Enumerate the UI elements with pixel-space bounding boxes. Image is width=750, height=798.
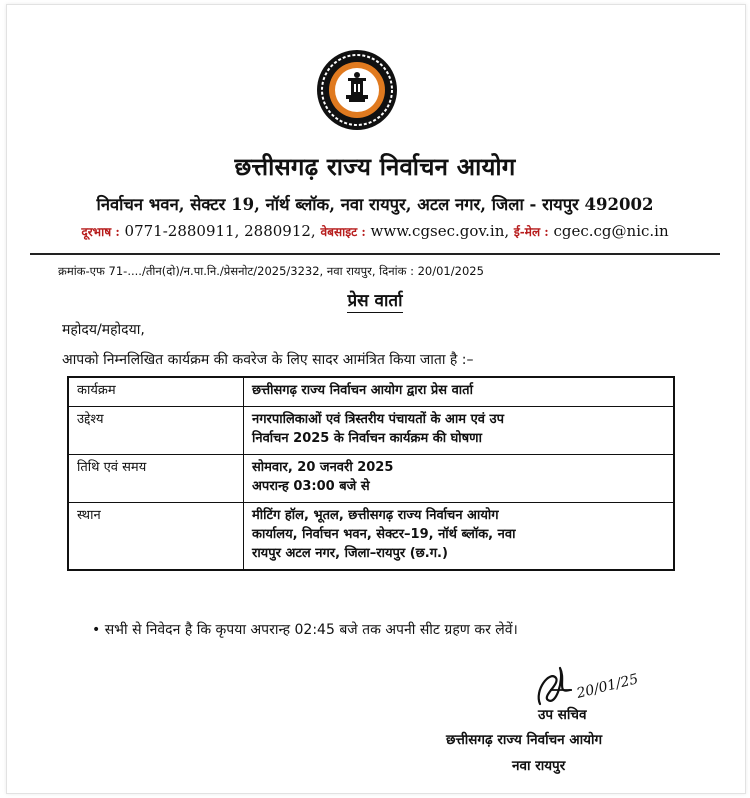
row-value-line: नगरपालिकाओं एवं त्रिस्तरीय पंचायतों के आम एवं उप [252,412,505,427]
signature-date: 20/01/25 [575,671,640,702]
row-value-line: रायपुर अटल नगर, जिला–रायपुर (छ.ग.) [252,546,448,561]
row-key: तिथि एवं समय [68,455,244,503]
row-value-line: अपरान्ह 03:00 बजे से [252,479,370,494]
contact-line [0,222,750,240]
row-value [244,407,675,455]
row-key: कार्यक्रम [68,377,244,407]
salutation: महोदय/महोदया, [62,322,145,338]
title-text: प्रेस वार्ता [347,291,403,311]
row-key: स्थान [68,503,244,571]
row-key: उद्देश्य [68,407,244,455]
invitation-text: आपको निम्नलिखित कार्यक्रम की कवरेज के लिए सादर आमंत्रित किया जाता है :– [62,352,474,368]
program-table [67,376,675,571]
signatory-place: नवा रायपुर [512,758,566,774]
row-value [244,503,675,571]
commission-emblem-icon [315,48,399,132]
table-row [68,407,674,455]
row-value-line: सोमवार, 20 जनवरी 2025 [252,460,394,475]
table-row [68,377,674,407]
table-row [68,455,674,503]
signatory-office: छत्तीसगढ़ राज्य निर्वाचन आयोग [446,732,603,748]
email-link[interactable]: cgec.cg@nic.in [553,222,669,240]
website-link[interactable]: www.cgsec.gov.in, [370,222,510,240]
organization-name: छत्तीसगढ़ राज्य निर्वाचन आयोग [234,152,516,181]
row-value-line: निर्वाचन 2025 के निर्वाचन कार्यक्रम की घोषणा [252,431,482,446]
website-label: वेबसाइट : [320,225,366,239]
document-title [0,288,750,311]
reference-line: क्रमांक-एफ 71-..../तीन(दो)/न.पा.नि./प्रेसनोट/2025/3232, नवा रायपुर, दिनांक : 20/01/2025 [58,264,484,278]
header-divider [30,253,720,255]
email-label: ई-मेल : [513,225,549,239]
table-row [68,503,674,571]
row-value-line: कार्यालय, निर्वाचन भवन, सेक्टर–19, नॉर्थ ब्लॉक, नवा [252,527,516,542]
row-value [244,377,675,407]
row-value [244,455,675,503]
phone-number: 0771-2880911, 2880912, [124,222,316,240]
phone-label: दूरभाष : [81,225,120,239]
row-value-line: मीटिंग हॉल, भूतल, छत्तीसगढ़ राज्य निर्वाचन आयोग [252,508,499,523]
seating-note: • सभी से निवेदन है कि कृपया अपरान्ह 02:45 बजे तक अपनी सीट ग्रहण कर लेवें। [92,622,518,638]
organization-address: निर्वाचन भवन, सेक्टर 19, नॉर्थ ब्लॉक, नवा रायपुर, अटल नगर, जिला - रायपुर 492002 [96,195,654,214]
signatory-designation: उप सचिव [538,707,587,723]
row-value-line: छत्तीसगढ़ राज्य निर्वाचन आयोग द्वारा प्रेस वार्ता [252,383,473,398]
